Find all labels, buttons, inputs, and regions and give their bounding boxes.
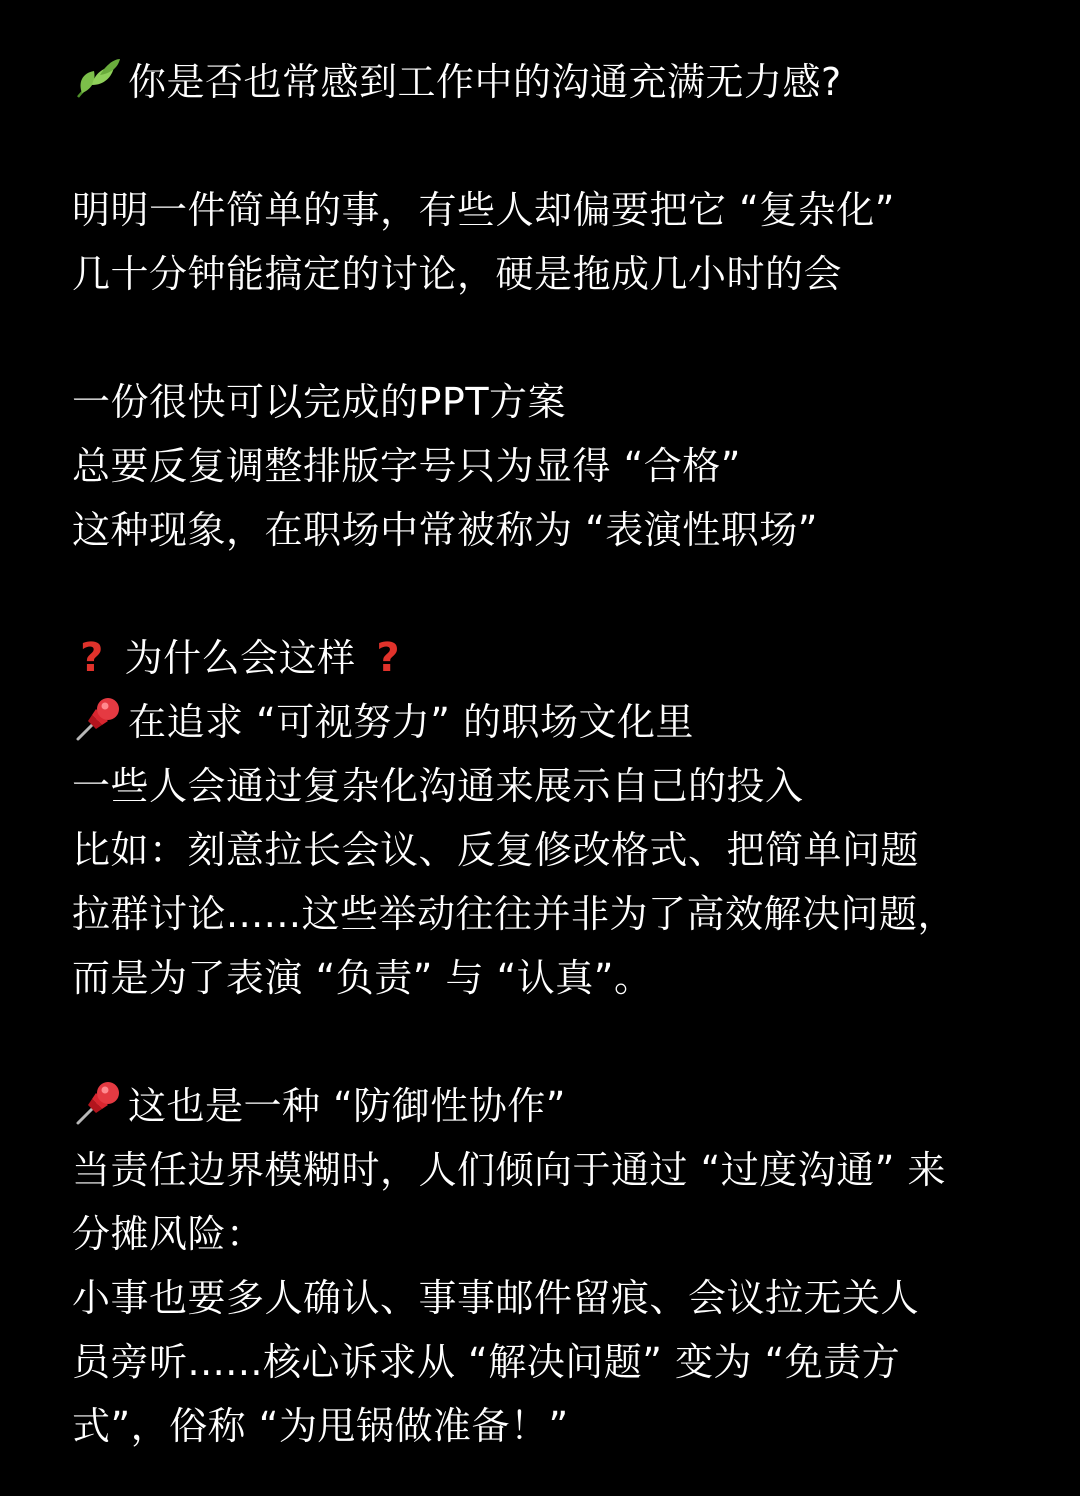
paragraph-line: 分摊风险： bbox=[72, 1212, 265, 1256]
spacer bbox=[72, 1010, 1032, 1074]
point-line bbox=[72, 690, 1032, 754]
red-question-mark-icon: ? bbox=[80, 635, 104, 681]
point-text: 在追求 “可视努力” 的职场文化里 bbox=[128, 700, 695, 744]
question-text: 为什么会这样 bbox=[124, 636, 356, 680]
paragraph-line: 一些人会通过复杂化沟通来展示自己的投入 bbox=[72, 764, 804, 808]
post-text bbox=[72, 50, 1032, 1458]
paragraph-line: 这种现象，在职场中常被称为 “表演性职场” bbox=[72, 508, 818, 552]
paragraph-line: 式”，俗称 “为甩锅做准备！” bbox=[72, 1404, 569, 1448]
red-question-mark-icon: ? bbox=[376, 635, 401, 681]
paragraph-line: 明明一件简单的事，有些人却偏要把它 “复杂化” bbox=[72, 188, 895, 232]
spacer bbox=[72, 562, 1032, 626]
pushpin-icon bbox=[72, 693, 124, 745]
spacer bbox=[72, 306, 1032, 370]
point-text: 这也是一种 “防御性协作” bbox=[128, 1084, 566, 1128]
paragraph-line: 几十分钟能搞定的讨论，硬是拖成几小时的会 bbox=[72, 252, 843, 296]
leaf-icon bbox=[72, 53, 124, 105]
paragraph-line: 拉群讨论......这些举动往往并非为了高效解决问题， bbox=[72, 892, 956, 936]
point-line bbox=[72, 1074, 1032, 1138]
heading-text: 你是否也常感到工作中的沟通充满无力感? bbox=[128, 60, 842, 104]
paragraph-line: 员旁听......核心诉求从 “解决问题” 变为 “免责方 bbox=[72, 1340, 901, 1384]
spacer bbox=[72, 114, 1032, 178]
paragraph-line: 一份很快可以完成的PPT方案 bbox=[72, 380, 567, 424]
heading-line bbox=[72, 50, 1032, 114]
paragraph-line: 而是为了表演 “负责” 与 “认真”。 bbox=[72, 956, 653, 1000]
paragraph-line: 当责任边界模糊时，人们倾向于通过 “过度沟通” 来 bbox=[72, 1148, 947, 1192]
pushpin-icon bbox=[72, 1077, 124, 1129]
paragraph-line: 总要反复调整排版字号只为显得 “合格” bbox=[72, 444, 741, 488]
question-line bbox=[72, 626, 1032, 690]
paragraph-line: 小事也要多人确认、事事邮件留痕、会议拉无关人 bbox=[72, 1276, 920, 1320]
paragraph-line: 比如：刻意拉长会议、反复修改格式、把简单问题 bbox=[72, 828, 920, 872]
